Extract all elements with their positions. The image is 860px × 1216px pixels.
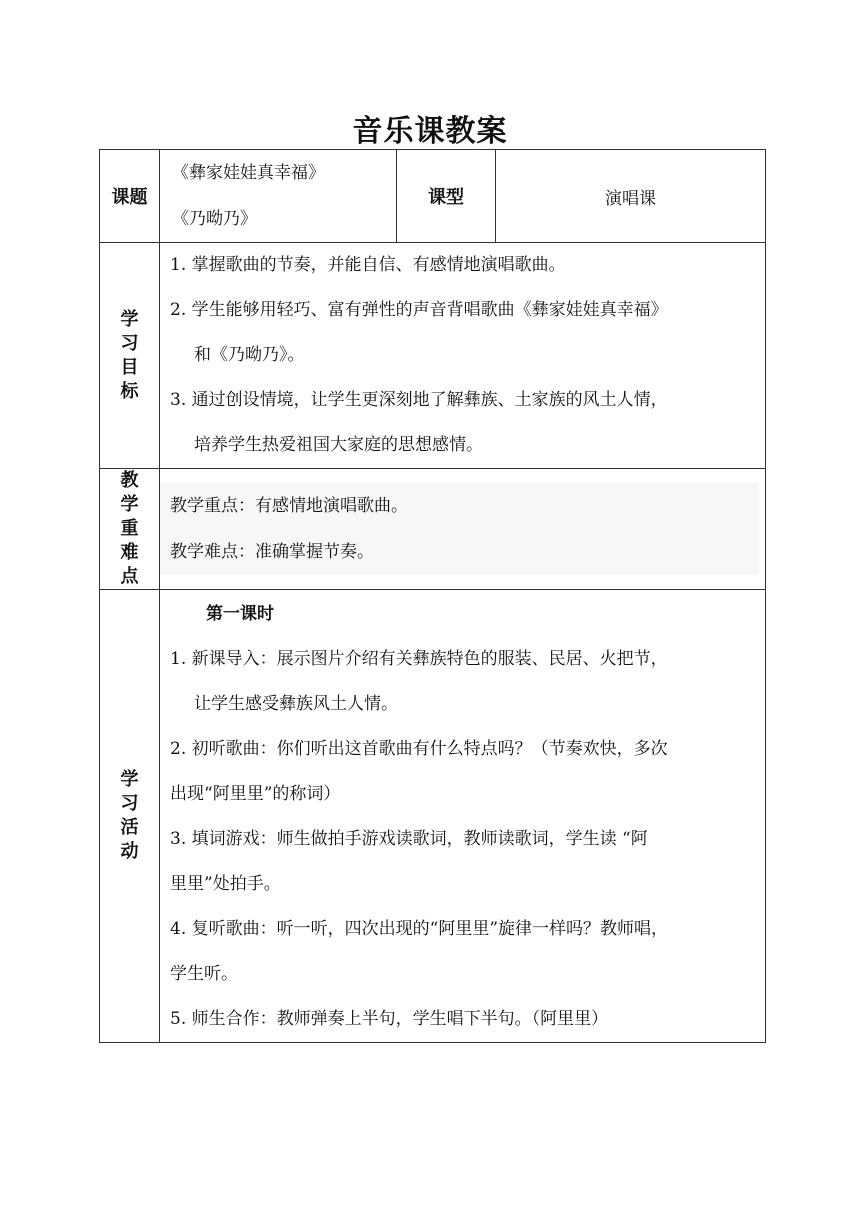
activities-content bbox=[160, 590, 766, 1043]
page-title: 音乐课教案 bbox=[352, 114, 508, 149]
topic-songs bbox=[160, 150, 397, 243]
topic-label: 课题 bbox=[100, 150, 160, 243]
goal-item-1: 1. 掌握歌曲的节奏，并能自信、有感情地演唱歌曲。 bbox=[170, 255, 566, 275]
activities-row bbox=[100, 590, 766, 1043]
type-value: 演唱课 bbox=[496, 150, 766, 243]
key-points-row bbox=[100, 469, 766, 590]
key-points-content bbox=[160, 469, 766, 590]
lesson-plan-table bbox=[99, 149, 766, 1043]
activity-line: 5. 师生合作：教师弹奏上半句，学生唱下半句。（阿里里） bbox=[170, 1009, 609, 1029]
activity-line: 2. 初听歌曲：你们听出这首歌曲有什么特点吗？（节奏欢快，多次 bbox=[170, 739, 668, 759]
activity-line: 1. 新课导入：展示图片介绍有关彝族特色的服装、民居、火把节， bbox=[170, 649, 668, 669]
song-1: 《彝家娃娃真幸福》 bbox=[172, 163, 325, 183]
goal-item-3: 3. 通过创设情境，让学生更深刻地了解彝族、土家族的风土人情， bbox=[170, 390, 668, 410]
goal-item-2-cont: 和《乃呦乃》。 bbox=[194, 345, 305, 365]
goal-item-2: 2. 学生能够用轻巧、富有弹性的声音背唱歌曲《彝家娃娃真幸福》 bbox=[170, 300, 668, 320]
activity-line: 里里”处拍手。 bbox=[170, 874, 281, 894]
lesson-heading: 第一课时 bbox=[206, 604, 274, 624]
activity-line: 让学生感受彝族风土人情。 bbox=[194, 694, 398, 714]
goal-item-3-cont: 培养学生热爱祖国大家庭的思想感情。 bbox=[194, 435, 483, 455]
song-2: 《乃呦乃》 bbox=[172, 209, 257, 229]
goals-content bbox=[160, 243, 766, 469]
key-points-label: 教 学 重 难 点 bbox=[100, 469, 160, 590]
teaching-focus: 教学重点：有感情地演唱歌曲。 bbox=[170, 496, 408, 516]
activity-line: 学生听。 bbox=[170, 964, 238, 984]
type-label: 课型 bbox=[397, 150, 496, 243]
activity-line: 3. 填词游戏：师生做拍手游戏读歌词，教师读歌词，学生读 “阿 bbox=[170, 829, 648, 849]
topic-row bbox=[100, 150, 766, 243]
activities-label: 学 习 活 动 bbox=[100, 590, 160, 1043]
activity-line: 4. 复听歌曲：听一听，四次出现的“阿里里”旋律一样吗？教师唱， bbox=[170, 919, 669, 939]
goals-row bbox=[100, 243, 766, 469]
activity-line: 出现“阿里里”的称词） bbox=[170, 784, 341, 804]
goals-label: 学 习 目 标 bbox=[100, 243, 160, 469]
teaching-difficulty: 教学难点：准确掌握节奏。 bbox=[170, 542, 374, 562]
